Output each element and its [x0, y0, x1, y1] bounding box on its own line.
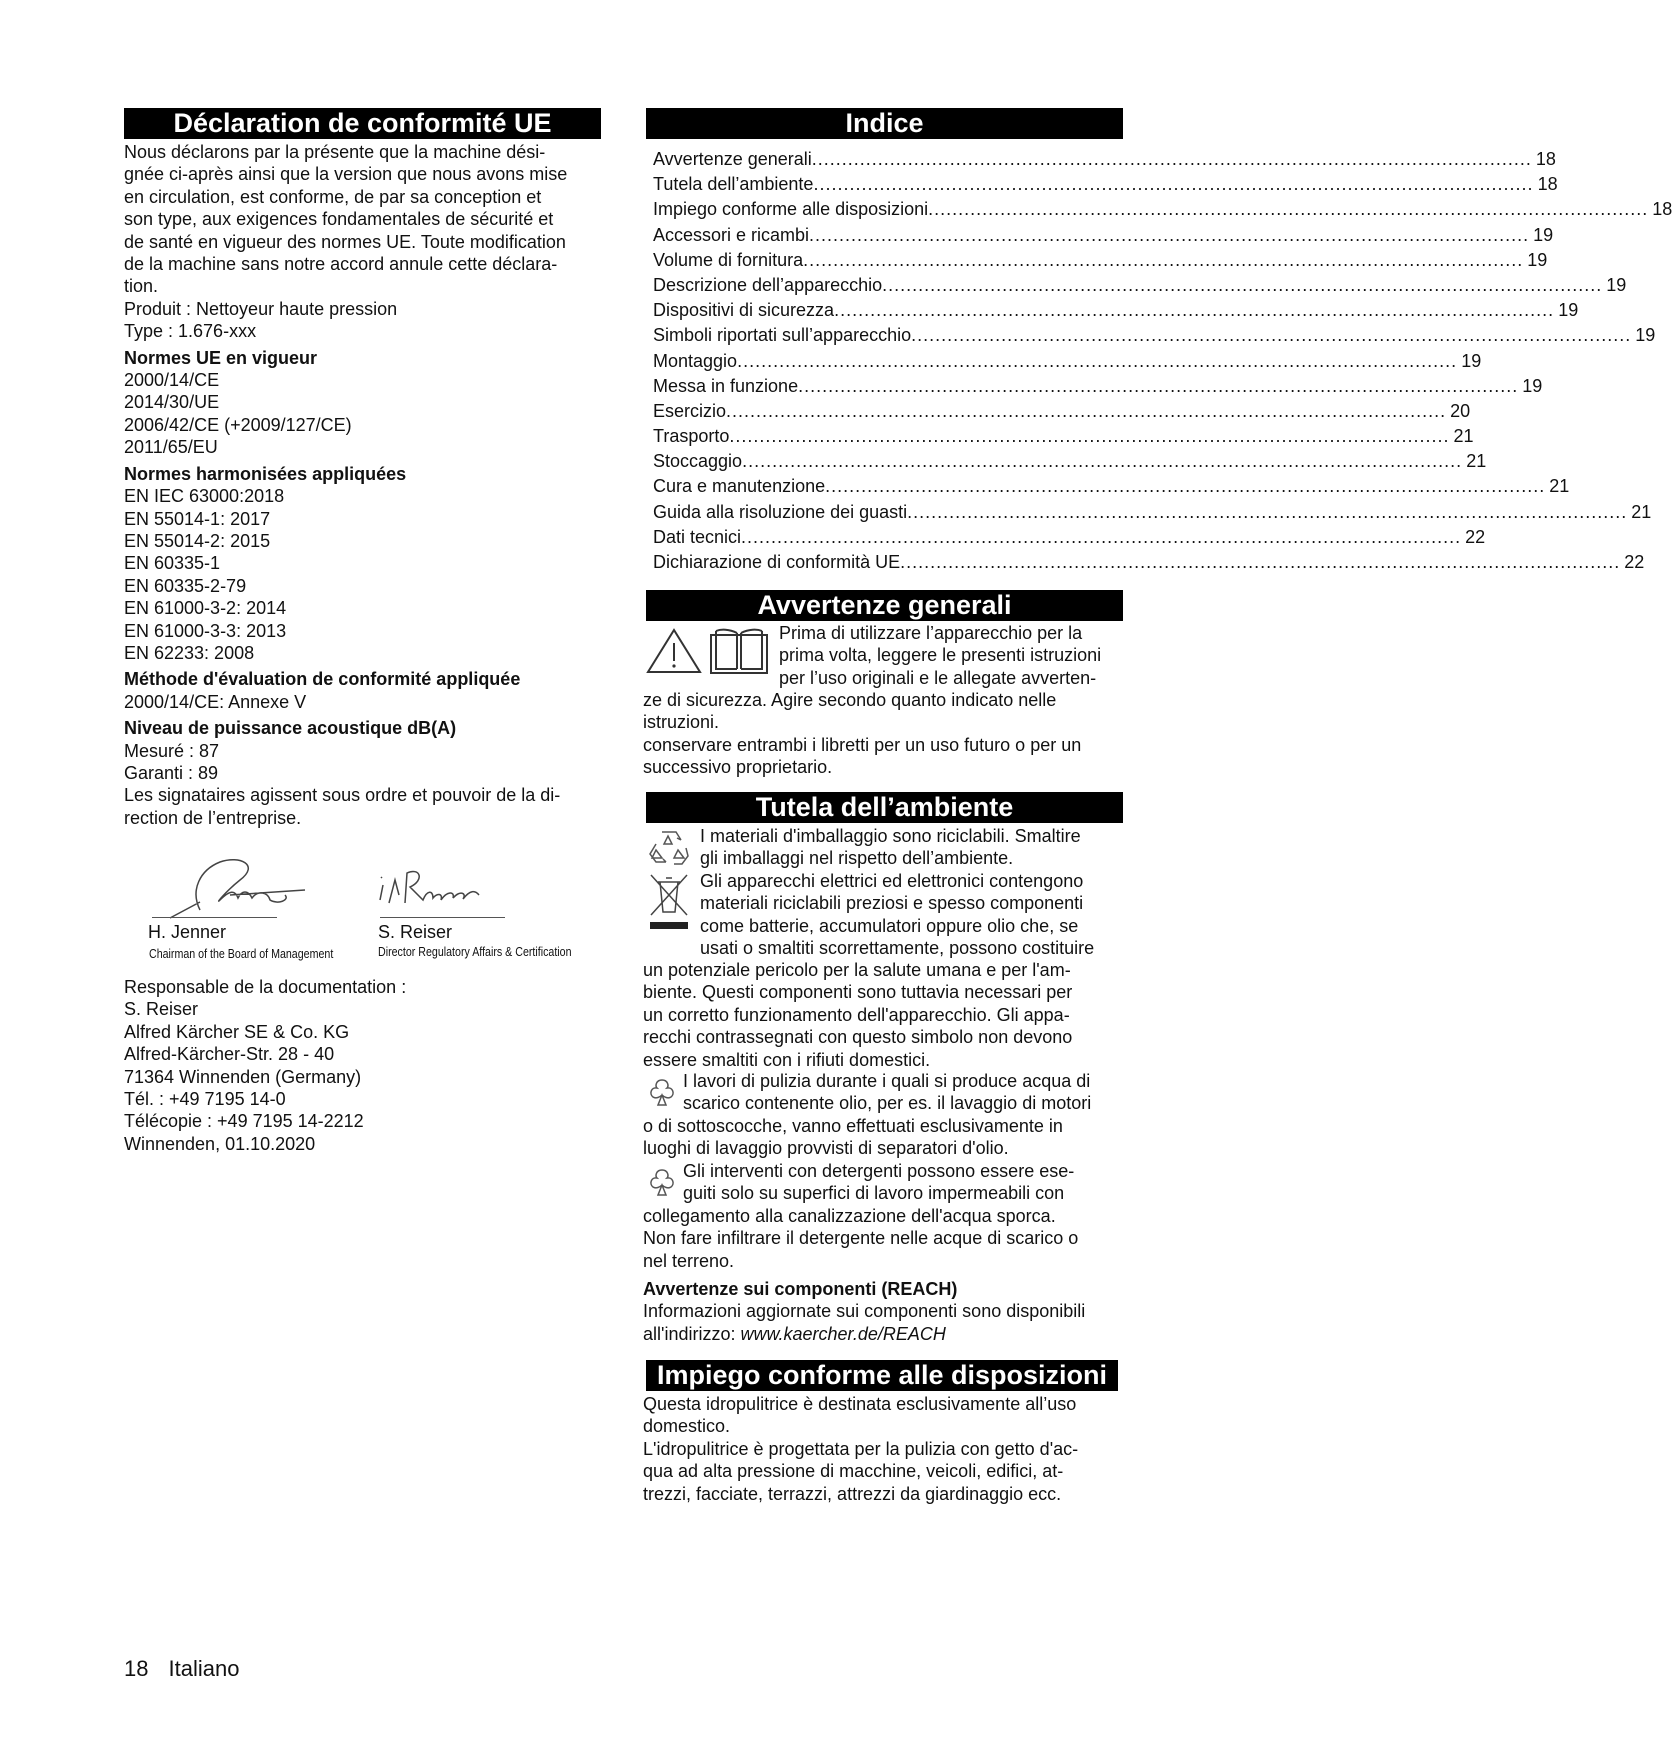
toc-leader-dots: ........................................................................................................................	[911, 325, 1632, 346]
toc-entry[interactable]	[653, 323, 1656, 348]
environment-tree-icon	[647, 1077, 677, 1109]
text-line: domestico.	[643, 1416, 731, 1437]
declaration-body	[124, 141, 604, 829]
text-line: tion.	[124, 276, 159, 297]
text-line: 71364 Winnenden (Germany)	[124, 1066, 362, 1087]
toc-leader-dots: ........................................................................................................................	[803, 249, 1524, 270]
text-line: Garanti : 89	[124, 762, 219, 783]
text-line: successivo proprietario.	[643, 757, 833, 778]
toc-entry[interactable]	[653, 172, 1558, 197]
toc-label: Esercizio	[653, 400, 727, 421]
section-lines	[124, 369, 604, 459]
text-line: de santé en vigueur des normes UE. Toute modification	[124, 231, 566, 252]
text-line: L'idropulitrice è progettata per la pulizia con getto d'ac-	[643, 1438, 1079, 1459]
toc-label: Impiego conforme alle disposizioni	[653, 199, 929, 220]
toc-entry[interactable]	[653, 147, 1556, 172]
text-line: usati o smaltiti scorrettamente, possono costituire	[700, 938, 1095, 959]
text-line: Alfred Kärcher SE & Co. KG	[124, 1021, 350, 1042]
toc-page: 21	[1549, 476, 1570, 497]
section-header-index: Indice	[646, 108, 1123, 139]
toc-leader-dots: ........................................................................................................................	[811, 149, 1532, 169]
toc-label: Dati tecnici	[653, 526, 742, 547]
section-title: Méthode d'évaluation de conformité appliquée	[124, 669, 521, 690]
section-lines	[124, 740, 604, 830]
text-line: ze di sicurezza. Agire secondo quanto indicato nelle	[643, 690, 1057, 710]
weee-text	[643, 959, 1072, 1071]
text-line: EN 60335-1	[124, 553, 221, 574]
table-of-contents	[653, 147, 1673, 575]
section-header-environment: Tutela dell’ambiente	[646, 792, 1123, 823]
text-line: I materiali d'imballaggio sono riciclabili. Smaltire	[700, 826, 1081, 846]
toc-label: Accessori e ricambi	[653, 224, 810, 245]
text-line: Prima di utilizzare l’apparecchio per la	[779, 623, 1083, 643]
intended-use-text	[643, 1393, 1078, 1505]
text-line: Alfred-Kärcher-Str. 28 - 40	[124, 1044, 335, 1065]
section-lines	[124, 691, 604, 713]
toc-entry[interactable]	[653, 424, 1474, 449]
text-line: 2006/42/CE (+2009/127/CE)	[124, 414, 352, 435]
signature-jenner	[160, 850, 310, 920]
declaration-section	[124, 347, 604, 459]
toc-page: 19	[1533, 224, 1554, 245]
toc-leader-dots: ........................................................................................................................	[813, 174, 1534, 195]
crossed-bin-icon	[648, 872, 690, 932]
toc-page: 21	[1453, 426, 1474, 447]
toc-label: Dichiarazione di conformità UE	[653, 552, 901, 572]
reach-block	[643, 1278, 1085, 1345]
reach-title: Avvertenze sui componenti (REACH)	[643, 1279, 958, 1299]
text-line: Gli apparecchi elettrici ed elettronici contengono	[700, 871, 1084, 891]
environment-tree-icon	[647, 1167, 677, 1199]
toc-entry[interactable]	[653, 298, 1579, 323]
text-line: un corretto funzionamento dell'apparecchio. Gli appa-	[643, 1004, 1070, 1025]
text-line: EN 61000-3-3: 2013	[124, 620, 287, 641]
toc-label: Messa in funzione	[653, 375, 799, 396]
toc-entry[interactable]	[653, 248, 1548, 273]
text-line: 2000/14/CE	[124, 370, 220, 391]
text-line: EN 55014-1: 2017	[124, 508, 271, 529]
declaration-section	[124, 463, 604, 665]
text-line: materiali riciclabili preziosi e spesso componenti	[700, 893, 1084, 914]
text-line: recchi contrassegnati con questo simbolo non devono	[643, 1027, 1073, 1048]
section-header-intended-use: Impiego conforme alle disposizioni	[646, 1360, 1118, 1391]
toc-label: Stoccaggio	[653, 451, 743, 472]
text-line: nel terreno.	[643, 1250, 735, 1271]
toc-leader-dots: ........................................................................................................................	[809, 224, 1530, 245]
text-line: Winnenden, 01.10.2020	[124, 1133, 316, 1154]
toc-leader-dots: ........................................................................................................................	[907, 501, 1628, 522]
general-warning-text	[643, 689, 1081, 779]
signature-line	[380, 917, 505, 918]
toc-leader-dots: ........................................................................................................................	[729, 426, 1450, 447]
toc-leader-dots: ........................................................................................................................	[742, 451, 1463, 472]
text-line: guiti solo su superfici di lavoro impermeabili con	[683, 1183, 1065, 1204]
toc-page: 19	[1558, 300, 1579, 321]
general-warning-text	[779, 622, 1101, 689]
toc-page: 21	[1631, 501, 1652, 522]
toc-entry[interactable]	[653, 374, 1543, 399]
signatory-name: H. Jenner	[148, 922, 227, 942]
toc-label: Guida alla risoluzione dei guasti	[653, 501, 908, 522]
text-line: Mesuré : 87	[124, 740, 220, 761]
text-line: son type, aux exigences fondamentales de sécurité et	[124, 209, 554, 230]
signature-line	[152, 917, 277, 918]
toc-page: 19	[1606, 274, 1627, 295]
toc-entry[interactable]	[653, 399, 1471, 424]
text-line: 2014/30/UE	[124, 392, 220, 413]
toc-leader-dots: ........................................................................................................................	[737, 350, 1458, 371]
text-line: 2000/14/CE: Annexe V	[124, 691, 307, 712]
text-line: biente. Questi componenti sono tuttavia necessari per	[643, 982, 1073, 1003]
toc-label: Descrizione dell’apparecchio	[653, 274, 883, 295]
toc-page: 19	[1522, 375, 1543, 396]
toc-label: Tutela dell’ambiente	[653, 174, 814, 195]
toc-leader-dots: ........................................................................................................................	[726, 400, 1447, 421]
text-line: qua ad alta pressione di macchine, veicoli, edifici, at-	[643, 1461, 1064, 1482]
oil-wastewater-text	[683, 1070, 1091, 1115]
toc-entry[interactable]	[653, 197, 1673, 222]
toc-entry[interactable]	[653, 474, 1570, 499]
page-number: 18	[124, 1656, 149, 1681]
text-line: un potenziale pericolo per la salute umana e per l'am-	[643, 960, 1071, 980]
text-line: Produit : Nettoyeur haute pression	[124, 298, 398, 319]
detergent-text	[643, 1205, 1078, 1272]
toc-entry[interactable]	[653, 449, 1487, 474]
reach-prefix: all'indirizzo:	[643, 1323, 741, 1344]
toc-label: Volume di fornitura	[653, 249, 804, 270]
toc-page: 18	[1535, 149, 1556, 169]
signatory-title: Chairman of the Board of Management	[149, 946, 334, 961]
text-line: essere smaltiti con i rifiuti domestici.	[643, 1049, 931, 1070]
packaging-text	[700, 825, 1081, 870]
oil-wastewater-text	[643, 1115, 1063, 1160]
text-line: Non fare infiltrare il detergente nelle acque di scarico o	[643, 1228, 1079, 1249]
text-line: gnée ci-après ainsi que la version que nous avons mise	[124, 164, 568, 185]
toc-leader-dots: ........................................................................................................................	[825, 476, 1546, 497]
declaration-section	[124, 668, 604, 713]
text-line: o di sottoscocche, vanno effettuati esclusivamente in	[643, 1116, 1063, 1136]
text-line: Les signataires agissent sous ordre et pouvoir de la di-	[124, 785, 561, 806]
section-title: Normes UE en vigueur	[124, 347, 318, 368]
toc-entry[interactable]	[653, 550, 1645, 575]
section-header-general-warnings: Avvertenze generali	[646, 590, 1123, 621]
text-line: Gli interventi con detergenti possono essere ese-	[683, 1161, 1075, 1181]
text-line: trezzi, facciate, terrazzi, attrezzi da giardinaggio ecc.	[643, 1483, 1062, 1504]
toc-page: 19	[1635, 325, 1656, 346]
text-line: come batterie, accumulatori oppure olio che, se	[700, 915, 1079, 936]
weee-text	[700, 870, 1094, 960]
contact-block	[124, 976, 604, 1155]
text-line: Télécopie : +49 7195 14-2212	[124, 1111, 364, 1132]
toc-leader-dots: ........................................................................................................................	[798, 375, 1519, 396]
text-line: scarico contenente olio, per es. il lavaggio di motori	[683, 1093, 1092, 1114]
text-line: rection de l’entreprise.	[124, 807, 302, 828]
toc-label: Montaggio	[653, 350, 738, 371]
text-line: EN IEC 63000:2018	[124, 486, 285, 507]
toc-label: Dispositivi di sicurezza	[653, 300, 835, 321]
toc-entry[interactable]	[653, 273, 1627, 298]
toc-leader-dots: ........................................................................................................................	[834, 300, 1555, 321]
text-line: EN 60335-2-79	[124, 575, 247, 596]
text-line: Questa idropulitrice è destinata esclusivamente all’uso	[643, 1394, 1077, 1414]
toc-label: Trasporto	[653, 426, 730, 447]
section-title: Normes harmonisées appliquées	[124, 463, 407, 484]
recycling-icon	[648, 826, 690, 868]
toc-label: Cura e manutenzione	[653, 476, 826, 497]
section-title: Niveau de puissance acoustique dB(A)	[124, 718, 457, 739]
toc-page: 18	[1652, 199, 1673, 220]
text-line: per l’uso originali e le allegate avverten-	[779, 667, 1097, 688]
toc-page: 18	[1537, 174, 1558, 195]
text-line: I lavori di pulizia durante i quali si produce acqua di	[683, 1071, 1091, 1091]
text-line: en circulation, est conforme, de par sa conception et	[124, 186, 542, 207]
toc-page: 19	[1461, 350, 1482, 371]
page-footer	[124, 1656, 259, 1682]
warning-triangle-icon	[646, 627, 702, 675]
text-line: EN 55014-2: 2015	[124, 530, 271, 551]
text-line: collegamento alla canalizzazione dell'acqua sporca.	[643, 1206, 1056, 1226]
toc-label: Avvertenze generali	[653, 149, 812, 169]
reach-link[interactable]: www.kaercher.de/REACH	[740, 1323, 946, 1344]
text-line: EN 62233: 2008	[124, 642, 255, 663]
toc-entry[interactable]	[653, 349, 1482, 374]
text-line: istruzioni.	[643, 712, 720, 733]
text-line: prima volta, leggere le presenti istruzioni	[779, 645, 1102, 666]
toc-page: 22	[1465, 526, 1486, 547]
toc-entry[interactable]	[653, 525, 1486, 550]
detergent-text	[683, 1160, 1074, 1205]
footer-language: Italiano	[168, 1656, 240, 1681]
text-line: EN 61000-3-2: 2014	[124, 598, 287, 619]
reach-text: Informazioni aggiornate sui componenti sono disponibili	[643, 1301, 1086, 1322]
toc-entry[interactable]	[653, 500, 1652, 525]
text-line: luoghi di lavaggio provvisti di separatori d'olio.	[643, 1138, 1009, 1159]
text-line: Type : 1.676-xxx	[124, 321, 257, 342]
declaration-intro	[124, 141, 604, 343]
toc-leader-dots: ........................................................................................................................	[928, 199, 1649, 220]
text-line: de la machine sans notre accord annule cette déclara-	[124, 254, 558, 275]
text-line: Nous déclarons par la présente que la machine dési-	[124, 142, 546, 162]
toc-page: 21	[1466, 451, 1487, 472]
text-line: Responsable de la documentation :	[124, 977, 407, 997]
section-lines	[124, 485, 604, 664]
text-line: 2011/65/EU	[124, 437, 218, 458]
toc-page: 20	[1450, 400, 1471, 421]
signatory-name: S. Reiser	[378, 922, 453, 942]
text-line: Tél. : +49 7195 14-0	[124, 1089, 286, 1110]
text-line: conservare entrambi i libretti per un uso futuro o per un	[643, 734, 1082, 755]
manual-book-icon	[709, 625, 769, 675]
toc-leader-dots: ........................................................................................................................	[741, 526, 1462, 547]
toc-page: 22	[1624, 552, 1645, 572]
text-line: S. Reiser	[124, 999, 199, 1020]
toc-leader-dots: ........................................................................................................................	[900, 552, 1621, 572]
text-line: gli imballaggi nel rispetto dell’ambiente.	[700, 848, 1014, 869]
toc-leader-dots: ........................................................................................................................	[882, 274, 1603, 295]
toc-label: Simboli riportati sull’apparecchio	[653, 325, 912, 346]
toc-page: 19	[1527, 249, 1548, 270]
section-header-declaration: Déclaration de conformité UE	[124, 108, 601, 139]
signatory-title: Director Regulatory Affairs & Certification	[378, 944, 572, 959]
declaration-section	[124, 717, 604, 829]
toc-entry[interactable]	[653, 223, 1554, 248]
signature-reiser	[375, 865, 515, 915]
